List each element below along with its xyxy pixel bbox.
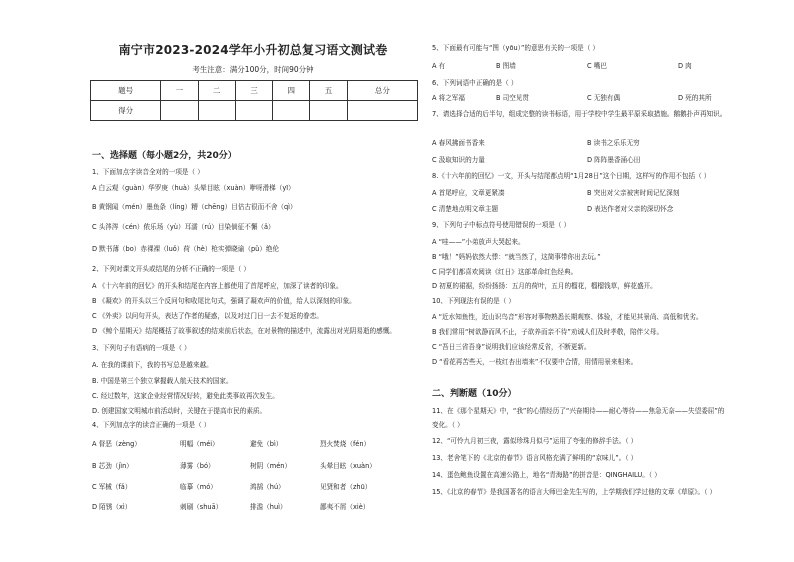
q7-option-row xyxy=(432,139,776,148)
right-question-text: A “哇——”小弟放声大哭起来。 xyxy=(432,238,525,246)
left-question-text: C 《外卖》以问句开头，表达了作者的疑惑，以及对过门日一去不复返的眷恋。 xyxy=(92,312,323,320)
left-question-text: 4、下列加点字的读音正确的一项是（ ） xyxy=(92,421,211,429)
q4-option: 鄙夷不屑（xiè） xyxy=(320,503,370,511)
q6-option[interactable]: B 司空见贯 xyxy=(496,94,529,102)
left-question-text: 3、下列句子有语病的一项是（ ） xyxy=(92,344,191,352)
q6-option[interactable]: D 死的其所 xyxy=(678,94,712,102)
score-row-label: 得分 xyxy=(91,101,161,121)
q8-option-row xyxy=(432,189,776,198)
left-question-text: D 默书薄（bo）赤裸裸（luǒ）荷（hè）枪实弹晓谕（pǔ）绝伦 xyxy=(92,245,280,253)
score-cell[interactable] xyxy=(347,101,417,121)
score-header-cell: 总分 xyxy=(347,81,417,101)
right-question-text: D 初夏的裙裾，纷纷扬扬：五月的荷叶，五月的榴花，榴榴钱草，鲜花盛开。 xyxy=(432,282,657,290)
q5-option-row xyxy=(432,62,776,71)
q4-option[interactable]: C 军械（fǎ） xyxy=(92,483,132,491)
q5-option[interactable]: A 有 xyxy=(432,62,446,70)
section-judgement-heading: 二、判断题（10分） xyxy=(432,389,517,399)
right-question-text: 11、在《那个星期天》中，“我”的心情经历了“兴奋期待——耐心等待——焦急无奈——失望委屈”的 xyxy=(432,407,725,415)
right-question-text: 9、下列句子中标点符号使用错误的一项是（ ） xyxy=(432,221,571,229)
score-cell[interactable] xyxy=(198,101,235,121)
right-question-text: 14、蛋色鲍鱼设置在高速公路上，地名“青海路”的拼音是：QINGHAILU。（ ） xyxy=(432,471,661,479)
score-table-score-row xyxy=(91,101,418,121)
exam-notice: 考生注意：满分100分，时间90分钟 xyxy=(192,65,314,74)
right-question-text: B 我们常用“树欲静而风不止，子欲养而亲不待”劝诫人们及时孝敬，陪伴父母。 xyxy=(432,328,664,336)
q4-option: 鸿鹄（hú） xyxy=(250,483,285,491)
q4-option-row xyxy=(92,503,422,512)
left-question-text: B. 中国是第三个独立掌握载人航天技术的国家。 xyxy=(92,377,233,385)
score-header-cell: 三 xyxy=(235,81,272,101)
right-question-text: 变化。（ ） xyxy=(432,421,464,429)
q8-option[interactable]: D 表达作者对父亲的深切怀念 xyxy=(587,205,674,213)
right-question-text: C 同学们都喜欢阅读《红日》这部革命红色经典。 xyxy=(432,268,578,276)
q7-option[interactable]: B 读书之乐乐无穷 xyxy=(587,139,640,147)
left-question-text: D. 创建国家文明城市前活动时，关键在于提高市民的素质。 xyxy=(92,407,267,415)
q5-option[interactable]: D 肉 xyxy=(678,62,692,70)
score-header-cell: 四 xyxy=(273,81,310,101)
q4-option: 树阴（mén） xyxy=(250,462,292,470)
right-question-text: 13、老舍笔下的《北京的春节》语言风格充满了鲜明的“京味儿”。（ ） xyxy=(432,454,638,462)
q8-option[interactable]: C 清楚地点明文章主题 xyxy=(432,205,499,213)
left-question-text: 1、下面加点字读音全对的一项是（ ） xyxy=(92,168,204,176)
page-title: 南宁市2023-2024学年小升初总复习语文测试卷 xyxy=(118,43,388,57)
right-question-text: B “哦！”妈妈依然大悸：“就当然了，这简事带你出去玩。” xyxy=(432,253,601,261)
left-question-text: A 《十六年前的回忆》的开头和结尾在内容上都使用了首尾呼应，加深了读者的印象。 xyxy=(92,282,343,290)
score-header-cell: 题号 xyxy=(91,81,161,101)
q7-option[interactable]: C 汲取知识的力量 xyxy=(432,156,485,164)
score-cell[interactable] xyxy=(161,101,198,121)
q6-option[interactable]: A 将之军福 xyxy=(432,94,465,102)
right-question-text: A “近水知鱼性，近山识鸟音”形容对事物熟悉长期观察、体验，才能见其景尚、高低和优劣。 xyxy=(432,313,703,321)
right-question-text: 7、请选择合适的后半句，组成完整的读书标语，用于学校中学生最平原采取措施。鹅鹅扑声再知识。 xyxy=(432,110,727,118)
right-question-text: D “看花再苦些天，一枝红杏出墙来”不仅要中合情，用情用景来相来。 xyxy=(432,358,638,366)
right-question-text: 5、下面最有可能与“图（yōu）”的意思有关的一项是（ ） xyxy=(432,44,599,52)
score-table xyxy=(90,80,418,121)
section-choice-heading: 一、选择题（每小题2分，共20分） xyxy=(92,151,237,161)
q4-option: 避免（bì） xyxy=(250,440,283,448)
q4-option-row xyxy=(92,462,422,471)
q4-option-row xyxy=(92,483,422,492)
left-question-text: A 白云观（guàn）华罗庚（huà）头晕目眩（xuàn）咿呀滑梯（yī） xyxy=(92,184,295,192)
q7-option[interactable]: D 阵阵墨香涌心田 xyxy=(587,156,641,164)
left-question-text: A. 在我的课前下，我的书写总是越来越。 xyxy=(92,361,213,369)
right-question-text: C “吾日三省吾身”说明我们应该经常反省，不断更新。 xyxy=(432,343,591,351)
score-table-header-row xyxy=(91,81,418,101)
q4-option[interactable]: A 督恶（zèng） xyxy=(92,440,141,448)
left-question-text: D 《鲸个星期天》结尾概括了故事叙述的结束前后状态，在对景物的描述中，流露出对光阴易逝的感慨。 xyxy=(92,327,396,335)
right-question-text: 15、《北京的春节》是我国著名的语言大师巴金先生写的，上学期我们学过他的文章《草原》。（ ） xyxy=(432,488,717,496)
score-cell[interactable] xyxy=(273,101,310,121)
q6-option[interactable]: C 无独有偶 xyxy=(587,94,621,102)
left-question-text: B 《凝欢》的开头以三个反问句和收尾比句式，强调了凝欢声的价值，给人以深刻的印象。 xyxy=(92,297,356,305)
q7-option-row xyxy=(432,156,776,165)
left-question-text: 2、下列对课文开头或结尾的分析不正确的一项是（ ） xyxy=(92,265,250,273)
score-cell[interactable] xyxy=(235,101,272,121)
left-question-text: C 头涔涔（cén）侬乐场（yù）耳濡（rú）目染倘征不懈（ǎ） xyxy=(92,223,275,231)
left-question-text: B 黄钢闻（mén）墨鱼条（líng）糟（chēng）目估古很而不舍（qì） xyxy=(92,203,297,211)
score-header-cell: 五 xyxy=(310,81,347,101)
q4-option[interactable]: D 陌锈（xì） xyxy=(92,503,132,511)
q4-option: 明幅（méi） xyxy=(180,440,219,448)
left-question-text: C. 经过数年，这家企业经营情况好转，避免此类事故再次发生。 xyxy=(92,392,279,400)
right-question-text: 8.《十六年前的回忆》一文，开头与结尾都点明“1月28日”这个日期，这样写的作用不包括（ ） xyxy=(432,172,711,180)
q8-option[interactable]: A 首尾呼应，文章更紧凑 xyxy=(432,189,505,197)
q5-option[interactable]: C 嘴巴 xyxy=(587,62,607,70)
score-header-cell: 一 xyxy=(161,81,198,101)
q4-option-row xyxy=(92,440,422,449)
q4-option[interactable]: B 芯劲（jìn） xyxy=(92,462,133,470)
q8-option[interactable]: B 突出对父亲被害时间记忆深刻 xyxy=(587,189,680,197)
q7-option[interactable]: A 春风拂面书香来 xyxy=(432,139,485,147)
q4-option: 刺刷（shuā） xyxy=(180,503,223,511)
q4-option: 烈火焚烧（fén） xyxy=(320,440,371,448)
q4-option: 见贤和者（zhū） xyxy=(320,483,372,491)
q4-option: 排澹（huì） xyxy=(250,503,287,511)
q4-option: 临摹（mó） xyxy=(180,483,217,491)
score-header-cell: 二 xyxy=(198,81,235,101)
q8-option-row xyxy=(432,205,776,214)
right-question-text: 12、“可怜九月初三夜，露似珍珠月似弓”运用了夸张的修辞手法。（ ） xyxy=(432,437,638,445)
q6-stem: 6、下列词语中正确的是（ ） xyxy=(432,79,518,87)
q4-option: 薄雾（bó） xyxy=(180,462,215,470)
score-cell[interactable] xyxy=(310,101,347,121)
right-question-text: 10、下列现法有误的是（ ） xyxy=(432,297,516,305)
q4-option: 头晕目眩（xuàn） xyxy=(320,462,376,470)
q5-option[interactable]: B 图墙 xyxy=(496,62,516,70)
q6-option-row xyxy=(432,94,776,103)
